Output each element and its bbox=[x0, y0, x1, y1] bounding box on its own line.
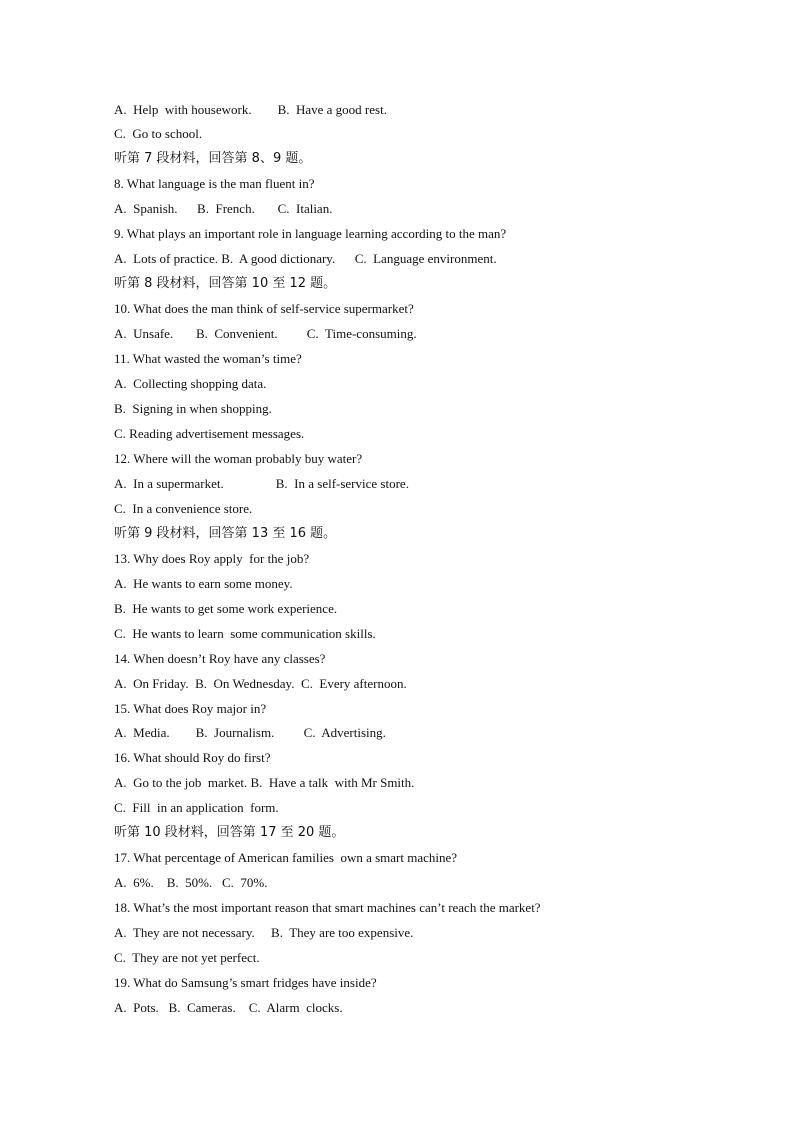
question-line: 12. Where will the woman probably buy water? bbox=[114, 451, 363, 466]
option-line: B. Signing in when shopping. bbox=[114, 401, 272, 416]
question-line: 9. What plays an important role in language learning according to the man? bbox=[114, 226, 507, 241]
question-line: 19. What do Samsung’s smart fridges have inside? bbox=[114, 975, 377, 990]
option-line: A. Lots of practice. B. A good dictionary. C. Language environment. bbox=[114, 251, 497, 266]
question-line: 15. What does Roy major in? bbox=[114, 701, 267, 716]
option-line: C. Reading advertisement messages. bbox=[114, 426, 305, 441]
option-line: A. Unsafe. B. Convenient. C. Time-consuming. bbox=[114, 326, 417, 341]
question-line: 18. What’s the most important reason that smart machines can’t reach the market? bbox=[114, 900, 541, 915]
option-line: A. Pots. B. Cameras. C. Alarm clocks. bbox=[114, 1000, 343, 1015]
question-line: 13. Why does Roy apply for the job? bbox=[114, 551, 310, 566]
section-heading: 听第 8 段材料，回答第 10 至 12 题。 bbox=[114, 276, 337, 291]
question-line: 8. What language is the man fluent in? bbox=[114, 176, 315, 191]
option-line: A. He wants to earn some money. bbox=[114, 576, 293, 591]
question-line: 10. What does the man think of self-service supermarket? bbox=[114, 301, 414, 316]
option-line: A. Help with housework. B. Have a good rest. bbox=[114, 102, 387, 117]
option-line: C. Fill in an application form. bbox=[114, 800, 279, 815]
option-line: C. He wants to learn some communication skills. bbox=[114, 626, 376, 641]
question-line: 16. What should Roy do first? bbox=[114, 750, 271, 765]
section-heading: 听第 10 段材料，回答第 17 至 20 题。 bbox=[114, 825, 345, 840]
option-line: C. They are not yet perfect. bbox=[114, 950, 260, 965]
option-line: C. In a convenience store. bbox=[114, 501, 253, 516]
section-heading: 听第 9 段材料，回答第 13 至 16 题。 bbox=[114, 526, 337, 541]
option-line: A. They are not necessary. B. They are too expensive. bbox=[114, 925, 414, 940]
option-line: A. On Friday. B. On Wednesday. C. Every afternoon. bbox=[114, 676, 407, 691]
question-line: 17. What percentage of American families own a smart machine? bbox=[114, 850, 458, 865]
option-line: A. Collecting shopping data. bbox=[114, 376, 267, 391]
option-line: A. Media. B. Journalism. C. Advertising. bbox=[114, 725, 386, 740]
option-line: A. Go to the job market. B. Have a talk with Mr Smith. bbox=[114, 775, 415, 790]
question-line: 14. When doesn’t Roy have any classes? bbox=[114, 651, 326, 666]
option-line: A. Spanish. B. French. C. Italian. bbox=[114, 201, 333, 216]
option-line: B. He wants to get some work experience. bbox=[114, 601, 338, 616]
option-line: A. 6%. B. 50%. C. 70%. bbox=[114, 875, 268, 890]
question-line: 11. What wasted the woman’s time? bbox=[114, 351, 302, 366]
section-heading: 听第 7 段材料，回答第 8、9 题。 bbox=[114, 151, 312, 166]
option-line: C. Go to school. bbox=[114, 126, 203, 141]
option-line: A. In a supermarket. B. In a self-service store. bbox=[114, 476, 409, 491]
